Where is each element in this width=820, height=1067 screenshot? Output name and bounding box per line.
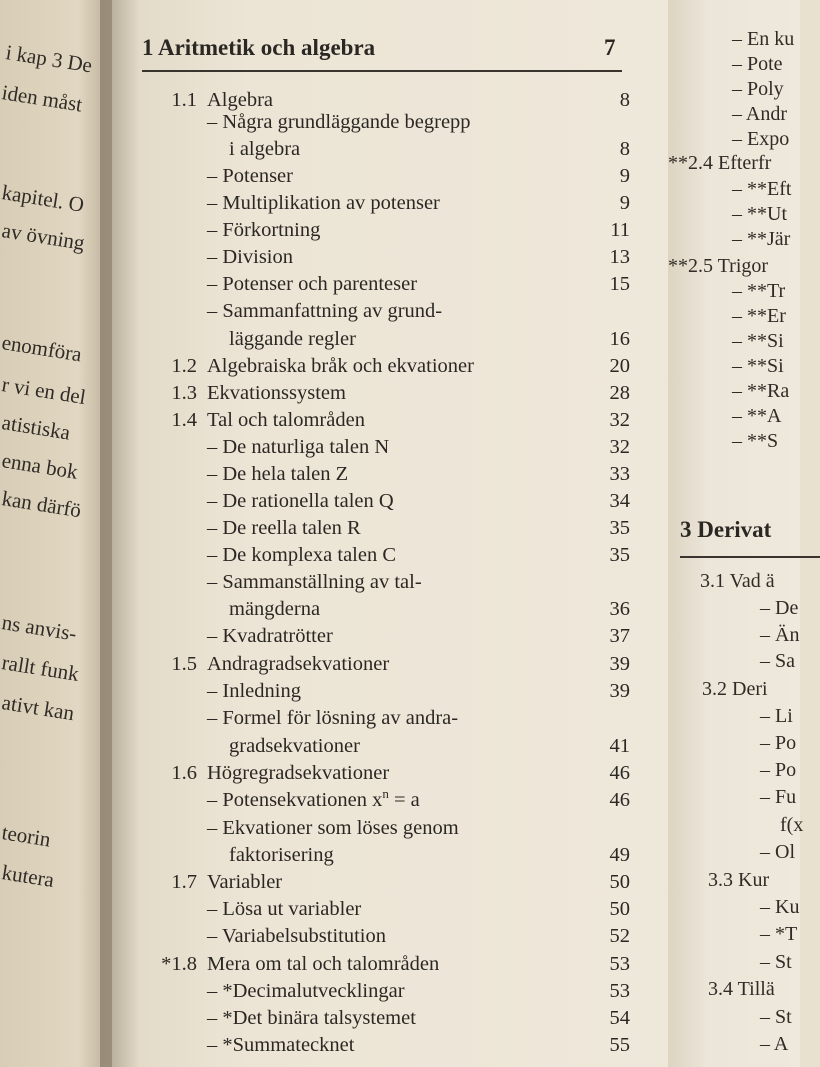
toc-entry-text: – Potensekvationen <box>207 789 367 811</box>
toc-section-number: 1.1 <box>171 89 197 111</box>
toc-page-number: 8 <box>619 138 630 160</box>
right-page-text-fragment: – Fu <box>760 786 797 808</box>
toc-entry-text: Mera om tal och talområden <box>207 953 440 975</box>
toc-entry-text: – *Summatecknet <box>207 1034 355 1056</box>
toc-page-number: 9 <box>619 192 630 214</box>
toc-entry-text: – Inledning <box>207 680 301 702</box>
toc-page-number: 49 <box>609 844 630 866</box>
toc-entry-title <box>207 109 471 135</box>
math-base: x <box>372 789 383 811</box>
toc-entry-text: gradsekvationer <box>229 735 360 757</box>
right-page-text-fragment: – **A <box>732 405 782 427</box>
toc-entry-text: Andragradsekvationer <box>207 653 390 675</box>
toc-page-number: 53 <box>609 953 630 975</box>
right-page-text-fragment: **2.4 Efterfr <box>668 152 772 174</box>
left-page-text-fragment: kan därfö <box>0 486 83 523</box>
left-page-text-fragment: ativt kan <box>0 690 76 726</box>
chapter-1-rule <box>142 70 622 72</box>
toc-entry-title <box>229 326 356 352</box>
toc-page-number: 39 <box>609 653 630 675</box>
math-exponent: n <box>382 786 389 801</box>
toc-entry-title <box>229 842 334 868</box>
toc-entry-title <box>207 380 346 406</box>
toc-entry-text: Tal och talområden <box>207 409 365 431</box>
left-page-text-fragment: kutera <box>0 860 56 893</box>
toc-entry-text: – Sammanfattning av grund- <box>207 300 443 322</box>
toc-entry-text: mängderna <box>229 598 321 620</box>
right-page-text-fragment: – Än <box>760 624 800 646</box>
toc-entry-text: – Sammanställning av tal- <box>207 571 422 593</box>
right-page-text-fragment: – **Eft <box>732 178 792 200</box>
right-page-text-fragment: – Ol <box>760 841 795 863</box>
chapter-3-title: 3 Derivat <box>680 517 772 542</box>
right-page-text-fragment: 3.2 Deri <box>702 678 768 700</box>
toc-entry-title <box>207 271 417 297</box>
toc-entry-text: – Potenser och parenteser <box>207 273 418 295</box>
toc-entry-title <box>207 787 420 813</box>
left-page-text-fragment: enna bok <box>0 448 80 484</box>
toc-entry-title <box>207 190 440 216</box>
right-page-text-fragment: – Poly <box>732 78 784 100</box>
left-page-text-fragment: rallt funk <box>0 650 81 686</box>
right-page-text-fragment: 3.1 Vad ä <box>700 570 775 592</box>
toc-page-number: 34 <box>609 490 630 512</box>
right-page-text-fragment: – Po <box>760 732 797 754</box>
toc-page-number: 50 <box>609 898 630 920</box>
toc-page-number: 32 <box>609 409 630 431</box>
chapter-3-rule <box>680 556 820 558</box>
toc-page-number: 8 <box>619 89 630 111</box>
toc-entry-title <box>207 1032 354 1058</box>
toc-section-number: 1.6 <box>171 762 197 784</box>
toc-page-number: 52 <box>609 925 630 947</box>
left-page-text-fragment: teorin <box>0 820 53 852</box>
toc-page-number: 9 <box>619 165 630 187</box>
right-page-text-fragment: – **Jär <box>732 228 791 250</box>
toc-entry-title <box>207 353 474 379</box>
right-page-text-fragment: f(x <box>780 814 804 836</box>
toc-entry-title <box>229 596 320 622</box>
right-page-text-fragment: – **Ut <box>732 203 787 225</box>
right-page-text-fragment: – Po <box>760 759 797 781</box>
right-page-text-fragment: – *T <box>760 923 798 945</box>
right-page-text-fragment: – St <box>760 1006 792 1028</box>
toc-page-number: 32 <box>609 436 630 458</box>
toc-section-number: 1.3 <box>171 382 197 404</box>
toc-entry-text: – Division <box>207 246 293 268</box>
toc-entry-title <box>207 434 389 460</box>
toc-entry-title <box>207 515 361 541</box>
toc-entry-title <box>207 978 405 1004</box>
toc-page-number: 16 <box>609 328 630 350</box>
toc-page-number: 36 <box>609 598 630 620</box>
toc-entry-title <box>207 896 361 922</box>
toc-entry-text: Variabler <box>207 871 283 893</box>
toc-entry-text: i algebra <box>229 138 301 160</box>
right-page <box>668 0 804 1067</box>
right-page-text-fragment: – **Tr <box>732 280 786 302</box>
toc-entry-text: – Några grundläggande begrepp <box>207 111 471 133</box>
toc-page-number: 55 <box>609 1034 630 1056</box>
left-page-text-fragment: r vi en del <box>0 372 88 410</box>
toc-section-number: 1.7 <box>171 871 197 893</box>
left-page-text-fragment: atistiska <box>0 410 72 445</box>
toc-page-number: 54 <box>609 1007 630 1029</box>
right-page-text-fragment: – A <box>760 1033 789 1055</box>
right-page-text-fragment: – **Si <box>732 355 784 377</box>
toc-section-number: 1.2 <box>171 355 197 377</box>
toc-entry-text: Algebraiska bråk och ekvationer <box>207 355 474 377</box>
toc-entry-title <box>229 136 300 162</box>
left-page-text-fragment: av övning <box>0 218 87 255</box>
toc-entry-text: – Potenser <box>207 165 293 187</box>
toc-entry-title <box>207 760 389 786</box>
right-page-text-fragment: – En ku <box>732 28 795 50</box>
toc-page-number: 20 <box>609 355 630 377</box>
book-gutter <box>100 0 140 1067</box>
toc-entry-title <box>207 217 320 243</box>
toc-entry-text: – Lösa ut variabler <box>207 898 362 920</box>
toc-page-number: 35 <box>609 544 630 566</box>
right-page-text-fragment: – **Er <box>732 305 786 327</box>
toc-entry-text: – *Decimalutvecklingar <box>207 980 405 1002</box>
toc-entry-text: – De hela talen Z <box>207 463 349 485</box>
right-page-text-fragment: – St <box>760 951 792 973</box>
toc-entry-text: – Variabelsubstitution <box>207 925 386 947</box>
toc-entry-title <box>207 951 439 977</box>
left-page-text-fragment: i kap 3 De <box>4 40 94 78</box>
toc-entry-title <box>207 815 459 841</box>
toc-entry-title <box>207 542 396 568</box>
toc-entry-text: Ekvationssystem <box>207 382 346 404</box>
chapter-1-page: 7 <box>604 35 616 60</box>
toc-entry-text: – De komplexa talen C <box>207 544 397 566</box>
toc-entry-title <box>207 244 293 270</box>
toc-entry-title <box>207 569 422 595</box>
toc-entry-text: faktorisering <box>229 844 334 866</box>
toc-entry-text: – De rationella talen Q <box>207 490 394 512</box>
toc-entry-text: – *Det binära talsystemet <box>207 1007 416 1029</box>
right-page-text-fragment: 3.3 Kur <box>708 869 770 891</box>
toc-entry-title <box>207 651 389 677</box>
toc-page-number: 28 <box>609 382 630 404</box>
toc-entry-title <box>207 407 365 433</box>
toc-section-number: *1.8 <box>161 953 197 975</box>
toc-page-number: 41 <box>609 735 630 757</box>
right-page-text-fragment: – Li <box>760 705 793 727</box>
left-page-text-fragment: kapitel. O <box>0 180 86 217</box>
toc-page-number: 11 <box>610 219 630 241</box>
right-page-text-fragment: – Pote <box>732 53 783 75</box>
toc-entry-text: – De naturliga talen N <box>207 436 390 458</box>
toc-entry-title <box>207 923 386 949</box>
toc-page-number: 46 <box>609 762 630 784</box>
toc-entry-title <box>207 678 301 704</box>
toc-entry-title <box>207 163 293 189</box>
right-page-text-fragment: – **Ra <box>732 380 790 402</box>
toc-page-number: 39 <box>609 680 630 702</box>
toc-page-number: 13 <box>609 246 630 268</box>
toc-entry-text: Högregradsekvationer <box>207 762 390 784</box>
right-page-text-fragment: – **Si <box>732 330 784 352</box>
toc-entry-title <box>207 1005 416 1031</box>
left-page-text-fragment: enomföra <box>0 330 84 367</box>
right-page-text-fragment: – **S <box>732 430 779 452</box>
chapter-1-title: 1 Aritmetik och algebra <box>142 35 376 60</box>
right-page-text-fragment: – Ku <box>760 896 800 918</box>
toc-page-number: 15 <box>609 273 630 295</box>
toc-entry-title <box>207 623 333 649</box>
toc-entry-text: – Multiplikation av potenser <box>207 192 440 214</box>
toc-entry-text: – Ekvationer som löses genom <box>207 817 459 839</box>
right-page-text-fragment: – Expo <box>732 128 790 150</box>
right-page-text-fragment: – Sa <box>760 650 795 672</box>
toc-entry-text: – Kvadratrötter <box>207 625 333 647</box>
toc-page-number: 35 <box>609 517 630 539</box>
toc-entry-text: läggande regler <box>229 328 356 350</box>
main-page <box>112 0 672 1067</box>
right-page-text-fragment: – Andr <box>732 103 787 125</box>
toc-page-number: 50 <box>609 871 630 893</box>
right-page-text-fragment: – De <box>760 597 799 619</box>
right-page-text-fragment: **2.5 Trigor <box>668 255 769 277</box>
toc-page-number: 33 <box>609 463 630 485</box>
left-page-text-fragment: iden måst <box>0 80 85 117</box>
toc-page-number: 53 <box>609 980 630 1002</box>
toc-entry-title <box>207 298 442 324</box>
toc-entry-text: – De reella talen R <box>207 517 361 539</box>
right-page-text-fragment: 3.4 Tillä <box>708 978 775 1000</box>
toc-section-number: 1.4 <box>171 409 197 431</box>
toc-entry-text: – Förkortning <box>207 219 321 241</box>
toc-entry-text: – Formel för lösning av andra- <box>207 707 459 729</box>
toc-entry-title <box>207 705 458 731</box>
toc-page-number: 37 <box>609 625 630 647</box>
toc-page-number: 46 <box>609 789 630 811</box>
toc-entry-title <box>229 733 360 759</box>
left-page-text-fragment: ns anvis- <box>0 610 79 646</box>
math-rest: = a <box>388 789 420 811</box>
toc-entry-title <box>207 461 348 487</box>
toc-entry-title <box>207 869 282 895</box>
toc-entry-text: Algebra <box>207 89 274 111</box>
toc-section-number: 1.5 <box>171 653 197 675</box>
toc-entry-title <box>207 488 394 514</box>
